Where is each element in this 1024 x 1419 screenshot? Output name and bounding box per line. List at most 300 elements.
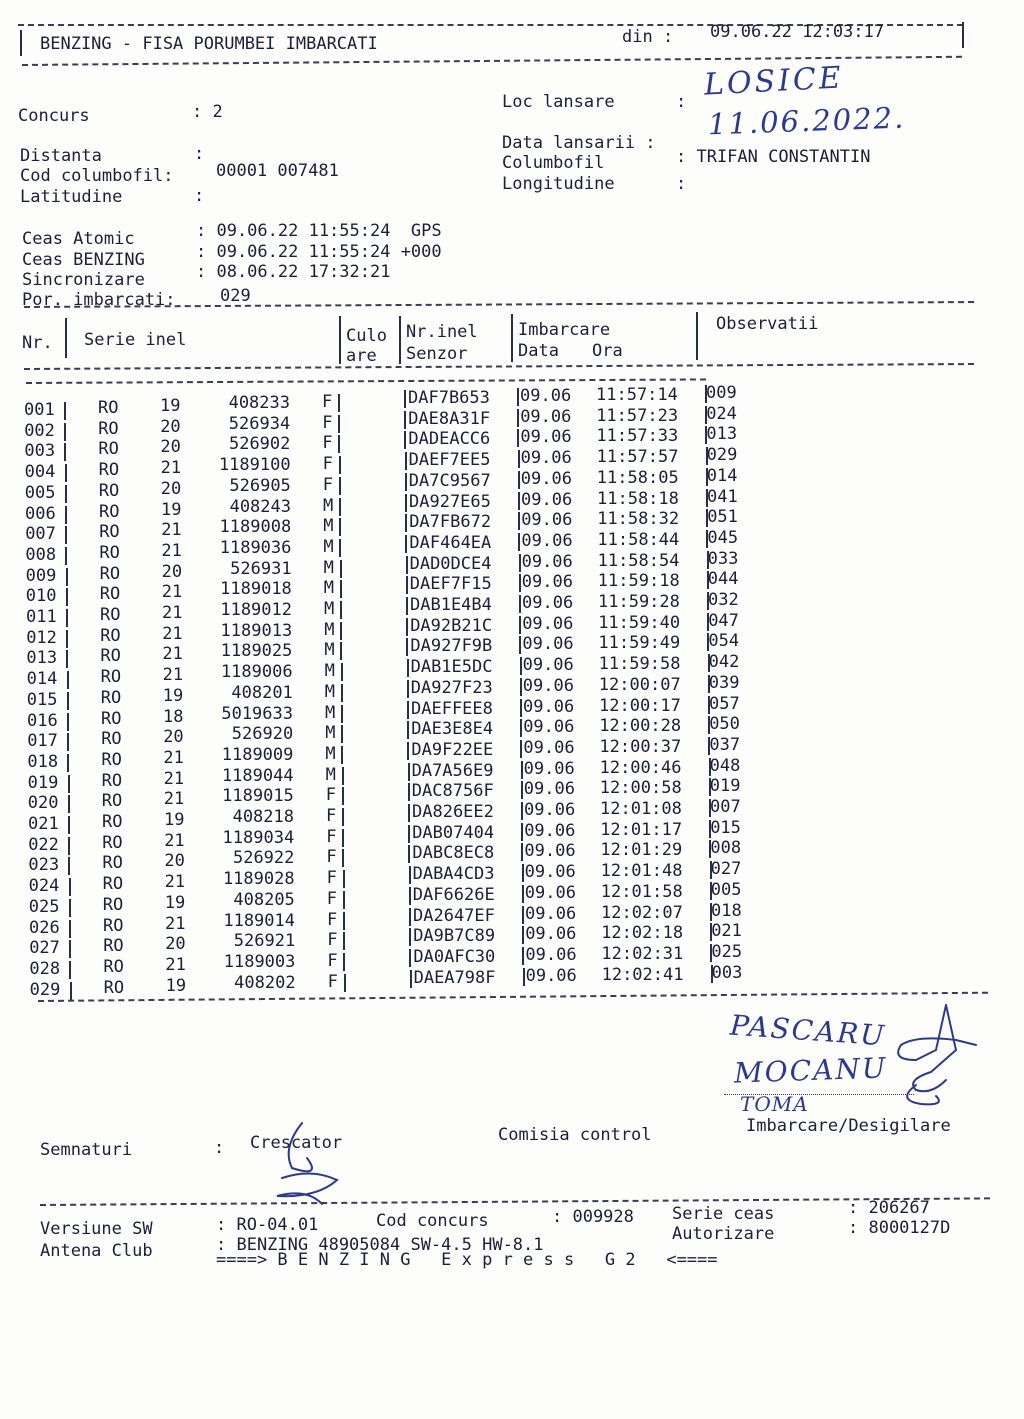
basket-date: 09.06 bbox=[523, 696, 575, 717]
col-divider bbox=[338, 394, 340, 412]
signature-scribble-crescator bbox=[262, 1118, 362, 1208]
col-divider bbox=[406, 618, 408, 636]
col-divider bbox=[405, 535, 407, 553]
ring-number: 526905 bbox=[229, 475, 291, 496]
col-header-nr: Nr. bbox=[22, 333, 53, 353]
sex-code: M bbox=[325, 764, 336, 785]
ring-number: 526920 bbox=[231, 724, 294, 745]
col-header-culo: Culo bbox=[346, 326, 387, 346]
country-code: RO bbox=[103, 936, 124, 957]
col-divider bbox=[710, 923, 712, 941]
col-divider bbox=[517, 388, 519, 406]
col-divider bbox=[521, 802, 523, 820]
ring-year: 18 bbox=[163, 706, 184, 727]
ring-number: 1189028 bbox=[222, 869, 295, 890]
ring-year: 20 bbox=[165, 934, 186, 955]
ring-number: 408202 bbox=[234, 972, 296, 993]
basket-time: 11:58:54 bbox=[597, 550, 680, 571]
col-header-observatii: Observatii bbox=[716, 314, 819, 334]
basket-time: 11:57:57 bbox=[596, 447, 679, 468]
basket-date: 09.06 bbox=[521, 489, 573, 510]
ring-number: 1189009 bbox=[221, 744, 294, 765]
data-lansarii-label: Data lansarii : bbox=[502, 133, 656, 153]
sex-code: M bbox=[323, 495, 334, 516]
col-divider bbox=[520, 678, 522, 696]
col-divider bbox=[404, 390, 406, 408]
col-divider bbox=[339, 477, 341, 495]
col-divider bbox=[522, 864, 524, 882]
chip-id: DAF464EA bbox=[409, 532, 492, 553]
basket-time: 12:00:58 bbox=[599, 778, 682, 799]
col-divider bbox=[709, 840, 711, 858]
country-code: RO bbox=[101, 729, 122, 750]
chip-id: DAEFFEE8 bbox=[411, 698, 493, 719]
ring-number: 526934 bbox=[228, 413, 291, 434]
basket-date: 09.06 bbox=[520, 406, 572, 427]
chip-id: DA7C9567 bbox=[408, 470, 491, 491]
col-divider bbox=[707, 571, 709, 589]
basket-date: 09.06 bbox=[522, 593, 574, 613]
col-divider bbox=[339, 518, 341, 536]
ring-year: 21 bbox=[162, 603, 183, 623]
col-divider bbox=[405, 452, 407, 470]
sex-code: M bbox=[324, 599, 335, 619]
ring-number: 1189018 bbox=[220, 579, 292, 600]
chip-id: DA927E65 bbox=[409, 491, 491, 512]
cod-columbofil-value: 00001 007481 bbox=[216, 161, 339, 181]
row-number: 006 bbox=[25, 503, 56, 524]
col-divider bbox=[520, 740, 522, 758]
ceas-atomic-value: : 09.06.22 11:55:24 GPS bbox=[196, 221, 442, 241]
sex-code: F bbox=[326, 826, 337, 847]
sex-code: M bbox=[323, 578, 335, 599]
row-number: 016 bbox=[27, 710, 58, 731]
country-code: RO bbox=[99, 563, 121, 584]
observation: 050 bbox=[709, 714, 740, 735]
chip-id: DA927F9B bbox=[410, 636, 493, 657]
basket-date: 09.06 bbox=[521, 530, 573, 551]
col-divider bbox=[518, 471, 520, 489]
col-divider bbox=[523, 968, 525, 986]
semnaturi-colon: : bbox=[214, 1138, 225, 1158]
loc-lansare-label: Loc lansare bbox=[502, 92, 615, 112]
sincronizare-value: : 08.06.22 17:32:21 bbox=[196, 262, 391, 282]
observation: 037 bbox=[709, 734, 741, 755]
col-divider bbox=[710, 882, 712, 900]
col-divider bbox=[706, 489, 708, 507]
basket-date: 09.06 bbox=[521, 572, 573, 593]
col-divider bbox=[342, 829, 344, 847]
ring-year: 21 bbox=[161, 540, 182, 561]
col-divider bbox=[711, 965, 713, 983]
basket-time: 12:00:07 bbox=[598, 674, 681, 695]
col-divider bbox=[519, 554, 521, 572]
country-code: RO bbox=[100, 625, 121, 646]
chip-id: DA9F22EE bbox=[411, 739, 494, 760]
ceas-benzing-label: Ceas BENZING bbox=[22, 250, 145, 270]
observation: 033 bbox=[707, 548, 739, 569]
sex-code: M bbox=[323, 516, 334, 537]
col-divider bbox=[710, 944, 712, 962]
col-divider bbox=[519, 574, 521, 592]
col-divider bbox=[405, 494, 407, 512]
data-lansarii-handwritten: 11.06.2022. bbox=[707, 100, 906, 142]
observation: 019 bbox=[709, 776, 741, 797]
header-left-border bbox=[20, 30, 22, 56]
observation: 057 bbox=[709, 693, 740, 714]
country-code: RO bbox=[101, 770, 123, 791]
observation: 018 bbox=[711, 900, 742, 921]
basket-time: 11:57:14 bbox=[596, 385, 678, 405]
row-number: 015 bbox=[26, 689, 58, 710]
row-number: 027 bbox=[29, 938, 60, 959]
row-number: 025 bbox=[28, 896, 60, 917]
basket-time: 11:59:49 bbox=[598, 633, 681, 654]
ring-year: 21 bbox=[163, 768, 185, 789]
ring-number: 526921 bbox=[233, 931, 296, 952]
basket-date: 09.06 bbox=[525, 965, 577, 986]
ring-year: 19 bbox=[165, 975, 187, 996]
col-divider bbox=[696, 312, 698, 360]
basket-time: 12:00:17 bbox=[599, 695, 681, 716]
col-divider bbox=[408, 825, 410, 843]
observation: 048 bbox=[709, 755, 741, 776]
country-code: RO bbox=[98, 480, 120, 501]
basket-time: 11:58:05 bbox=[596, 467, 679, 488]
row-number: 009 bbox=[25, 565, 57, 586]
observation: 041 bbox=[707, 486, 738, 507]
row-number: 003 bbox=[24, 441, 56, 462]
handwritten-name-pascaru: PASCARU bbox=[729, 1008, 887, 1053]
ring-year: 19 bbox=[164, 892, 186, 913]
basket-time: 12:00:37 bbox=[599, 736, 682, 757]
ring-year: 21 bbox=[164, 872, 186, 893]
basket-time: 12:01:48 bbox=[600, 861, 683, 882]
row-number: 004 bbox=[24, 462, 56, 483]
col-divider bbox=[708, 654, 710, 672]
basket-date: 09.06 bbox=[524, 841, 576, 862]
ring-year: 21 bbox=[164, 830, 185, 851]
basket-date: 09.06 bbox=[520, 427, 572, 448]
basket-date: 09.06 bbox=[524, 862, 576, 883]
country-code: RO bbox=[98, 439, 119, 460]
benzing-express-banner: ====> B E N Z I N G E x p r e s s G 2 <==== bbox=[216, 1250, 718, 1270]
longitudine-label: Longitudine bbox=[502, 174, 615, 194]
basket-date: 09.06 bbox=[523, 737, 575, 758]
ring-number: 1189025 bbox=[220, 641, 293, 662]
col-divider bbox=[409, 887, 411, 905]
col-divider bbox=[343, 912, 345, 930]
columbofil-name: : TRIFAN CONSTANTIN bbox=[676, 147, 871, 167]
columbofil-label: Columbofil bbox=[502, 153, 605, 173]
chip-id: DAB1E4B4 bbox=[410, 595, 492, 615]
basket-time: 11:57:33 bbox=[596, 426, 679, 447]
col-divider bbox=[406, 638, 408, 656]
sex-code: F bbox=[322, 412, 333, 433]
chip-id: DA0AFC30 bbox=[413, 946, 496, 967]
col-divider bbox=[342, 849, 344, 867]
basket-time: 12:02:41 bbox=[601, 964, 684, 985]
header-right-border bbox=[962, 22, 964, 48]
basket-date: 09.06 bbox=[524, 882, 576, 903]
col-divider bbox=[340, 622, 342, 640]
col-header-nrinel: Nr.inel bbox=[406, 322, 478, 342]
basket-time: 11:58:32 bbox=[597, 509, 680, 530]
country-code: RO bbox=[98, 398, 119, 418]
basket-time: 12:01:58 bbox=[600, 881, 683, 902]
loc-lansare-handwritten: LOSICE bbox=[703, 60, 845, 103]
ring-year: 19 bbox=[162, 685, 184, 706]
col-divider bbox=[341, 746, 343, 764]
chip-id: DAB1E5DC bbox=[410, 657, 493, 678]
col-divider bbox=[338, 415, 340, 433]
sex-code: M bbox=[325, 723, 336, 744]
loc-lansare-colon: : bbox=[676, 92, 687, 112]
col-divider bbox=[410, 970, 412, 988]
distanta-colon: : bbox=[194, 144, 205, 164]
col-divider bbox=[340, 642, 342, 660]
chip-id: DAC8756F bbox=[411, 781, 494, 802]
distanta-label: Distanta bbox=[20, 146, 102, 166]
observation: 025 bbox=[711, 941, 743, 962]
basket-time: 11:59:18 bbox=[597, 571, 680, 592]
versiune-sw-label: Versiune SW bbox=[40, 1219, 153, 1239]
country-code: RO bbox=[102, 853, 123, 874]
sex-code: F bbox=[325, 785, 337, 806]
basket-date: 09.06 bbox=[522, 675, 574, 696]
col-divider bbox=[342, 808, 344, 826]
sex-code: M bbox=[324, 619, 335, 640]
observation: 009 bbox=[706, 383, 737, 403]
chip-id: DA927F23 bbox=[410, 677, 493, 698]
country-code: RO bbox=[103, 915, 124, 936]
row-number: 023 bbox=[28, 855, 60, 876]
ring-year: 20 bbox=[161, 561, 183, 582]
col-divider bbox=[708, 716, 710, 734]
sex-code: F bbox=[326, 806, 337, 826]
col-divider bbox=[708, 737, 710, 755]
col-divider bbox=[342, 787, 344, 805]
sex-code: F bbox=[322, 454, 333, 475]
country-code: RO bbox=[99, 501, 120, 522]
handwritten-name-toma: TOMA bbox=[740, 1092, 809, 1116]
porumbei-imbarcati-label: Por. imbarcati: bbox=[22, 290, 176, 310]
col-divider bbox=[340, 560, 342, 578]
basket-date: 09.06 bbox=[525, 924, 577, 945]
sex-code: F bbox=[322, 392, 333, 412]
col-divider bbox=[517, 429, 519, 447]
col-divider bbox=[709, 758, 711, 776]
sex-code: F bbox=[326, 888, 338, 909]
col-divider bbox=[339, 456, 341, 474]
col-divider bbox=[522, 947, 524, 965]
col-divider bbox=[520, 699, 522, 717]
chip-id: DA9B7C89 bbox=[413, 926, 496, 947]
col-divider bbox=[341, 663, 343, 681]
ring-number: 5019633 bbox=[221, 703, 293, 724]
country-code: RO bbox=[100, 646, 121, 667]
col-divider bbox=[408, 763, 410, 781]
chip-id: DAE8A31F bbox=[408, 408, 491, 429]
ring-year: 21 bbox=[165, 954, 186, 975]
ring-year: 21 bbox=[161, 520, 182, 541]
sex-code: F bbox=[322, 474, 334, 495]
porumbei-imbarcati-count: 029 bbox=[220, 286, 251, 306]
row-number: 024 bbox=[28, 876, 60, 897]
basket-date: 09.06 bbox=[524, 800, 576, 820]
row-number: 018 bbox=[27, 751, 59, 772]
basket-time: 12:02:31 bbox=[601, 943, 684, 964]
ring-year: 21 bbox=[165, 913, 186, 934]
col-divider bbox=[343, 932, 345, 950]
ring-year: 20 bbox=[160, 416, 181, 437]
sex-code: F bbox=[327, 909, 338, 930]
ring-number: 526902 bbox=[228, 434, 291, 455]
col-divider bbox=[409, 928, 411, 946]
col-divider bbox=[708, 675, 710, 693]
ring-year: 19 bbox=[160, 396, 181, 416]
basket-date: 09.06 bbox=[523, 779, 575, 800]
sex-code: F bbox=[327, 950, 338, 971]
basket-date: 09.06 bbox=[520, 386, 572, 406]
observation: 003 bbox=[711, 962, 743, 983]
row-number: 022 bbox=[28, 834, 59, 855]
col-divider bbox=[343, 953, 345, 971]
col-divider bbox=[707, 613, 709, 631]
row-number: 001 bbox=[24, 400, 55, 420]
ring-number: 526922 bbox=[232, 848, 295, 869]
col-divider bbox=[521, 781, 523, 799]
basket-date: 09.06 bbox=[522, 613, 574, 634]
col-divider bbox=[406, 597, 408, 615]
ring-year: 21 bbox=[163, 747, 184, 768]
col-divider bbox=[519, 595, 521, 613]
country-code: RO bbox=[100, 687, 122, 708]
ring-number: 1189036 bbox=[219, 537, 292, 558]
observation: 013 bbox=[706, 424, 738, 445]
chip-id: DAE3E8E4 bbox=[411, 719, 494, 740]
col-divider bbox=[710, 903, 712, 921]
observation: 032 bbox=[708, 590, 739, 610]
col-divider bbox=[706, 530, 708, 548]
country-code: RO bbox=[99, 584, 121, 605]
observation: 029 bbox=[706, 445, 738, 466]
signature-line bbox=[724, 1094, 914, 1095]
row-number: 014 bbox=[26, 669, 58, 690]
country-code: RO bbox=[101, 708, 122, 729]
comisia-control-label: Comisia control bbox=[498, 1125, 652, 1145]
country-code: RO bbox=[101, 791, 123, 812]
col-header-senzor: Senzor bbox=[406, 344, 468, 364]
col-divider bbox=[706, 468, 708, 486]
ceas-atomic-label: Ceas Atomic bbox=[22, 229, 135, 249]
sex-code: M bbox=[325, 702, 336, 723]
ring-number: 408218 bbox=[232, 807, 294, 827]
observation: 051 bbox=[707, 507, 738, 528]
latitudine-label: Latitudine bbox=[20, 187, 123, 207]
chip-id: DA826EE2 bbox=[412, 802, 494, 822]
basket-time: 11:59:58 bbox=[598, 654, 681, 675]
col-divider bbox=[340, 601, 342, 619]
ring-year: 20 bbox=[163, 727, 184, 748]
concurs-value: : 2 bbox=[192, 102, 223, 122]
chip-id: DAEA798F bbox=[413, 967, 496, 988]
basket-date: 09.06 bbox=[525, 944, 577, 965]
col-header-serie: Serie inel bbox=[84, 330, 187, 350]
col-divider bbox=[65, 318, 67, 358]
antena-club-value: : BENZING 48905084 SW-4.5 HW-8.1 bbox=[216, 1235, 544, 1255]
row-number: 011 bbox=[26, 607, 57, 627]
sex-code: F bbox=[326, 847, 337, 868]
table-header-rule bbox=[24, 363, 974, 370]
ring-year: 21 bbox=[162, 665, 184, 686]
sex-code: M bbox=[323, 536, 334, 557]
ring-year: 20 bbox=[160, 478, 182, 499]
basket-time: 11:57:23 bbox=[596, 405, 679, 426]
observation: 014 bbox=[706, 465, 738, 486]
row-number: 012 bbox=[26, 627, 57, 648]
col-divider bbox=[341, 705, 343, 723]
observation: 024 bbox=[706, 403, 737, 424]
sex-code: F bbox=[327, 971, 338, 992]
col-divider bbox=[709, 820, 711, 838]
col-divider bbox=[407, 659, 409, 677]
basket-date: 09.06 bbox=[521, 551, 573, 572]
basket-date: 09.06 bbox=[523, 717, 575, 738]
col-header-imbarcare: Imbarcare bbox=[518, 320, 611, 340]
col-divider bbox=[709, 799, 711, 817]
serie-ceas-label: Serie ceas bbox=[672, 1204, 775, 1224]
col-divider bbox=[520, 657, 522, 675]
antena-club-label: Antena Club bbox=[40, 1241, 153, 1261]
ring-number: 526931 bbox=[230, 558, 292, 579]
autorizare-value: : 8000127D bbox=[848, 1218, 951, 1238]
col-divider bbox=[520, 719, 522, 737]
col-divider bbox=[342, 767, 344, 785]
col-divider bbox=[407, 721, 409, 739]
col-divider bbox=[521, 761, 523, 779]
row-number: 008 bbox=[25, 544, 57, 565]
semnaturi-label: Semnaturi bbox=[40, 1140, 133, 1160]
chip-id: DADEACC6 bbox=[408, 429, 491, 450]
basket-date: 09.06 bbox=[524, 820, 576, 841]
row-number: 026 bbox=[29, 917, 60, 938]
basket-date: 09.06 bbox=[521, 510, 573, 531]
col-divider bbox=[338, 435, 340, 453]
country-code: RO bbox=[102, 894, 124, 915]
row-number: 020 bbox=[27, 793, 59, 814]
sex-code: F bbox=[322, 433, 333, 454]
versiune-sw-value: : RO-04.01 bbox=[216, 1215, 319, 1235]
ring-number: 1189014 bbox=[223, 910, 295, 931]
chip-id: DA7FB672 bbox=[409, 512, 492, 533]
col-divider bbox=[708, 696, 710, 714]
concurs-label: Concurs bbox=[18, 106, 90, 126]
ring-number: 1189100 bbox=[218, 455, 291, 476]
ring-number: 1189012 bbox=[220, 600, 292, 620]
col-divider bbox=[707, 592, 709, 610]
country-code: RO bbox=[99, 542, 120, 563]
ring-number: 1189013 bbox=[220, 620, 293, 641]
din-label: din : bbox=[622, 27, 674, 47]
basket-date: 09.06 bbox=[525, 903, 577, 924]
serie-ceas-value: : 206267 bbox=[848, 1198, 930, 1218]
ring-number: 408233 bbox=[228, 393, 290, 413]
row-number: 013 bbox=[26, 648, 58, 669]
ring-year: 20 bbox=[164, 851, 185, 872]
col-divider bbox=[339, 498, 341, 516]
observation: 021 bbox=[711, 921, 742, 942]
